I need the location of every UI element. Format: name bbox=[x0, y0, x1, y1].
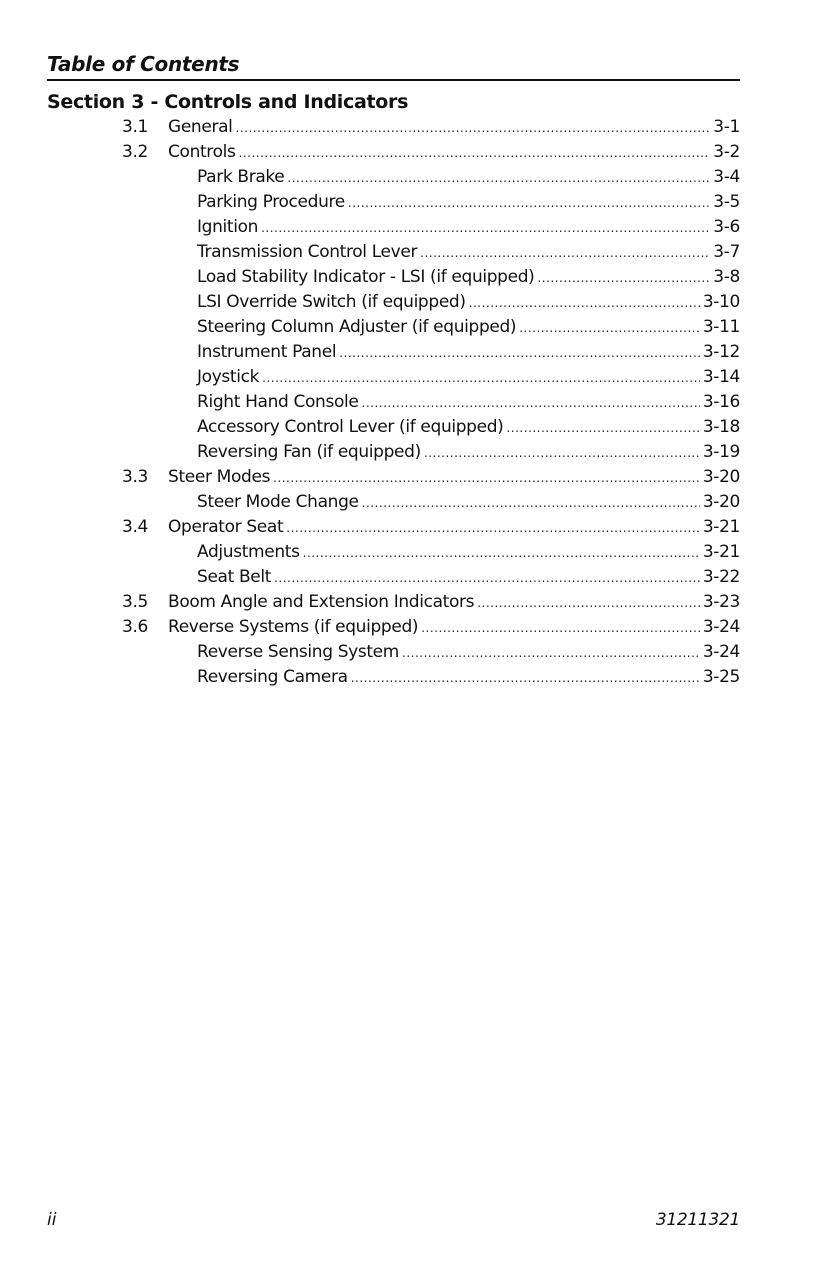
toc-entry-page[interactable]: 3-7 bbox=[713, 242, 740, 262]
toc-entry-title[interactable]: Steer Mode Change bbox=[197, 492, 359, 512]
toc-entry-line bbox=[197, 290, 740, 316]
toc-entry-line bbox=[197, 340, 740, 366]
toc-entry[interactable] bbox=[0, 465, 825, 490]
toc-entry-title[interactable]: Steering Column Adjuster (if equipped) bbox=[197, 317, 517, 337]
toc-entry[interactable] bbox=[0, 365, 825, 390]
toc-entry-page[interactable]: 3-21 bbox=[702, 542, 740, 562]
toc-entry-title[interactable]: Operator Seat bbox=[168, 517, 284, 537]
toc-entry-page[interactable]: 3-4 bbox=[713, 167, 740, 187]
toc-entry[interactable] bbox=[0, 290, 825, 315]
toc-entry-line bbox=[197, 240, 740, 266]
toc-entry-title[interactable]: Seat Belt bbox=[197, 567, 272, 587]
toc-entry[interactable] bbox=[0, 515, 825, 540]
toc-entry-page[interactable]: 3-10 bbox=[702, 292, 740, 312]
toc-dot-leader bbox=[402, 641, 700, 666]
toc-entry[interactable] bbox=[0, 640, 825, 665]
page-header bbox=[47, 50, 740, 81]
toc-entry[interactable] bbox=[0, 140, 825, 165]
toc-dot-leader bbox=[362, 491, 700, 516]
header-divider bbox=[47, 79, 740, 81]
toc-entry-number: 3.6 bbox=[122, 617, 148, 637]
toc-entry-line bbox=[197, 415, 740, 441]
toc-entry-page[interactable]: 3-5 bbox=[713, 192, 740, 212]
toc-entry-line bbox=[197, 440, 740, 466]
toc-entry-title[interactable]: Reverse Sensing System bbox=[197, 642, 400, 662]
toc-entry-page[interactable]: 3-19 bbox=[702, 442, 740, 462]
toc-dot-leader bbox=[262, 366, 700, 391]
toc-entry[interactable] bbox=[0, 440, 825, 465]
section-title: Section 3 - Controls and Indicators bbox=[47, 91, 409, 113]
toc-dot-leader bbox=[303, 541, 700, 566]
toc-entry-page[interactable]: 3-24 bbox=[702, 642, 740, 662]
toc-entry[interactable] bbox=[0, 590, 825, 615]
toc-entry[interactable] bbox=[0, 240, 825, 265]
toc-entry[interactable] bbox=[0, 315, 825, 340]
toc-entry-page[interactable]: 3-1 bbox=[713, 117, 740, 137]
toc-entry-line bbox=[197, 365, 740, 391]
toc-entry-number: 3.4 bbox=[122, 517, 148, 537]
toc-entry-page[interactable]: 3-25 bbox=[702, 667, 740, 687]
toc-entry-line bbox=[168, 615, 740, 641]
toc-entry-title[interactable]: Boom Angle and Extension Indicators bbox=[168, 592, 475, 612]
toc-dot-leader bbox=[273, 466, 700, 491]
toc-entry-title[interactable]: Instrument Panel bbox=[197, 342, 337, 362]
toc-dot-leader bbox=[236, 116, 711, 141]
toc-dot-leader bbox=[351, 666, 700, 691]
toc-entry-line bbox=[197, 190, 740, 216]
toc-entry-line bbox=[168, 465, 740, 491]
toc-entry-page[interactable]: 3-20 bbox=[702, 467, 740, 487]
toc-dot-leader bbox=[421, 616, 700, 641]
toc-entry[interactable] bbox=[0, 165, 825, 190]
toc-entry-line bbox=[168, 140, 740, 166]
toc-entry-line bbox=[168, 590, 740, 616]
toc-entry-title[interactable]: Park Brake bbox=[197, 167, 285, 187]
toc-entry-number: 3.1 bbox=[122, 117, 148, 137]
toc-dot-leader bbox=[286, 516, 700, 541]
toc-entry-line bbox=[197, 565, 740, 591]
toc-entry[interactable] bbox=[0, 615, 825, 640]
toc-dot-leader bbox=[537, 266, 710, 291]
toc-entry-title[interactable]: Reversing Fan (if equipped) bbox=[197, 442, 421, 462]
toc-dot-leader bbox=[348, 191, 710, 216]
toc-entry-title[interactable]: Right Hand Console bbox=[197, 392, 359, 412]
toc-entry-page[interactable]: 3-21 bbox=[702, 517, 740, 537]
toc-entry-title[interactable]: Joystick bbox=[197, 367, 260, 387]
toc-entry-line bbox=[197, 540, 740, 566]
toc-entry-line bbox=[168, 515, 740, 541]
toc-entry-line bbox=[168, 115, 740, 141]
toc-entry[interactable] bbox=[0, 415, 825, 440]
toc-dot-leader bbox=[506, 416, 699, 441]
toc-entry-page[interactable]: 3-2 bbox=[713, 142, 740, 162]
toc-dot-leader bbox=[274, 566, 700, 591]
toc-entry-line bbox=[197, 265, 740, 291]
toc-entry-line bbox=[197, 390, 740, 416]
toc-entry-number: 3.2 bbox=[122, 142, 148, 162]
toc-entry-title[interactable]: Reverse Systems (if equipped) bbox=[168, 617, 419, 637]
toc-entry-page[interactable]: 3-23 bbox=[702, 592, 740, 612]
toc-entry[interactable] bbox=[0, 115, 825, 140]
toc-dot-leader bbox=[239, 141, 711, 166]
toc-entry-page[interactable]: 3-16 bbox=[702, 392, 740, 412]
toc-entry-line bbox=[197, 665, 740, 691]
toc-dot-leader bbox=[362, 391, 700, 416]
toc-entry-page[interactable]: 3-22 bbox=[702, 567, 740, 587]
footer-page-number: ii bbox=[47, 1210, 57, 1230]
table-of-contents bbox=[0, 115, 825, 690]
toc-entry-page[interactable]: 3-14 bbox=[702, 367, 740, 387]
toc-entry-page[interactable]: 3-8 bbox=[713, 267, 740, 287]
toc-entry[interactable] bbox=[0, 665, 825, 690]
toc-dot-leader bbox=[420, 241, 710, 266]
toc-entry-title[interactable]: Adjustments bbox=[197, 542, 300, 562]
toc-entry-title[interactable]: Controls bbox=[168, 142, 236, 162]
toc-entry-number: 3.5 bbox=[122, 592, 148, 612]
toc-entry-title[interactable]: Ignition bbox=[197, 217, 259, 237]
toc-entry-line bbox=[197, 165, 740, 191]
toc-dot-leader bbox=[287, 166, 710, 191]
toc-entry[interactable] bbox=[0, 215, 825, 240]
toc-entry-title[interactable]: Parking Procedure bbox=[197, 192, 345, 212]
toc-entry-page[interactable]: 3-6 bbox=[713, 217, 740, 237]
toc-entry-page[interactable]: 3-18 bbox=[702, 417, 740, 437]
toc-entry[interactable] bbox=[0, 540, 825, 565]
toc-entry-title[interactable]: Steer Modes bbox=[168, 467, 271, 487]
toc-entry[interactable] bbox=[0, 390, 825, 415]
toc-entry-page[interactable]: 3-20 bbox=[702, 492, 740, 512]
toc-entry-line bbox=[197, 640, 740, 666]
toc-entry-title[interactable]: Load Stability Indicator - LSI (if equipped) bbox=[197, 267, 535, 287]
toc-entry[interactable] bbox=[0, 565, 825, 590]
toc-entry-line bbox=[197, 490, 740, 516]
toc-entry-page[interactable]: 3-11 bbox=[702, 317, 740, 337]
toc-dot-leader bbox=[424, 441, 700, 466]
toc-dot-leader bbox=[261, 216, 710, 241]
toc-entry-title[interactable]: Reversing Camera bbox=[197, 667, 348, 687]
toc-entry-page[interactable]: 3-24 bbox=[702, 617, 740, 637]
toc-dot-leader bbox=[469, 291, 700, 316]
toc-entry[interactable] bbox=[0, 190, 825, 215]
toc-entry-line bbox=[197, 315, 740, 341]
toc-dot-leader bbox=[519, 316, 700, 341]
toc-dot-leader bbox=[477, 591, 700, 616]
toc-entry[interactable] bbox=[0, 490, 825, 515]
toc-entry-title[interactable]: Transmission Control Lever bbox=[197, 242, 418, 262]
toc-dot-leader bbox=[339, 341, 700, 366]
toc-entry-title[interactable]: LSI Override Switch (if equipped) bbox=[197, 292, 466, 312]
toc-entry-page[interactable]: 3-12 bbox=[702, 342, 740, 362]
footer-document-number: 31211321 bbox=[655, 1210, 740, 1230]
toc-entry[interactable] bbox=[0, 265, 825, 290]
toc-entry-number: 3.3 bbox=[122, 467, 148, 487]
toc-entry-line bbox=[197, 215, 740, 241]
page-title: Table of Contents bbox=[47, 52, 240, 76]
toc-entry[interactable] bbox=[0, 340, 825, 365]
toc-entry-title[interactable]: General bbox=[168, 117, 233, 137]
toc-entry-title[interactable]: Accessory Control Lever (if equipped) bbox=[197, 417, 504, 437]
